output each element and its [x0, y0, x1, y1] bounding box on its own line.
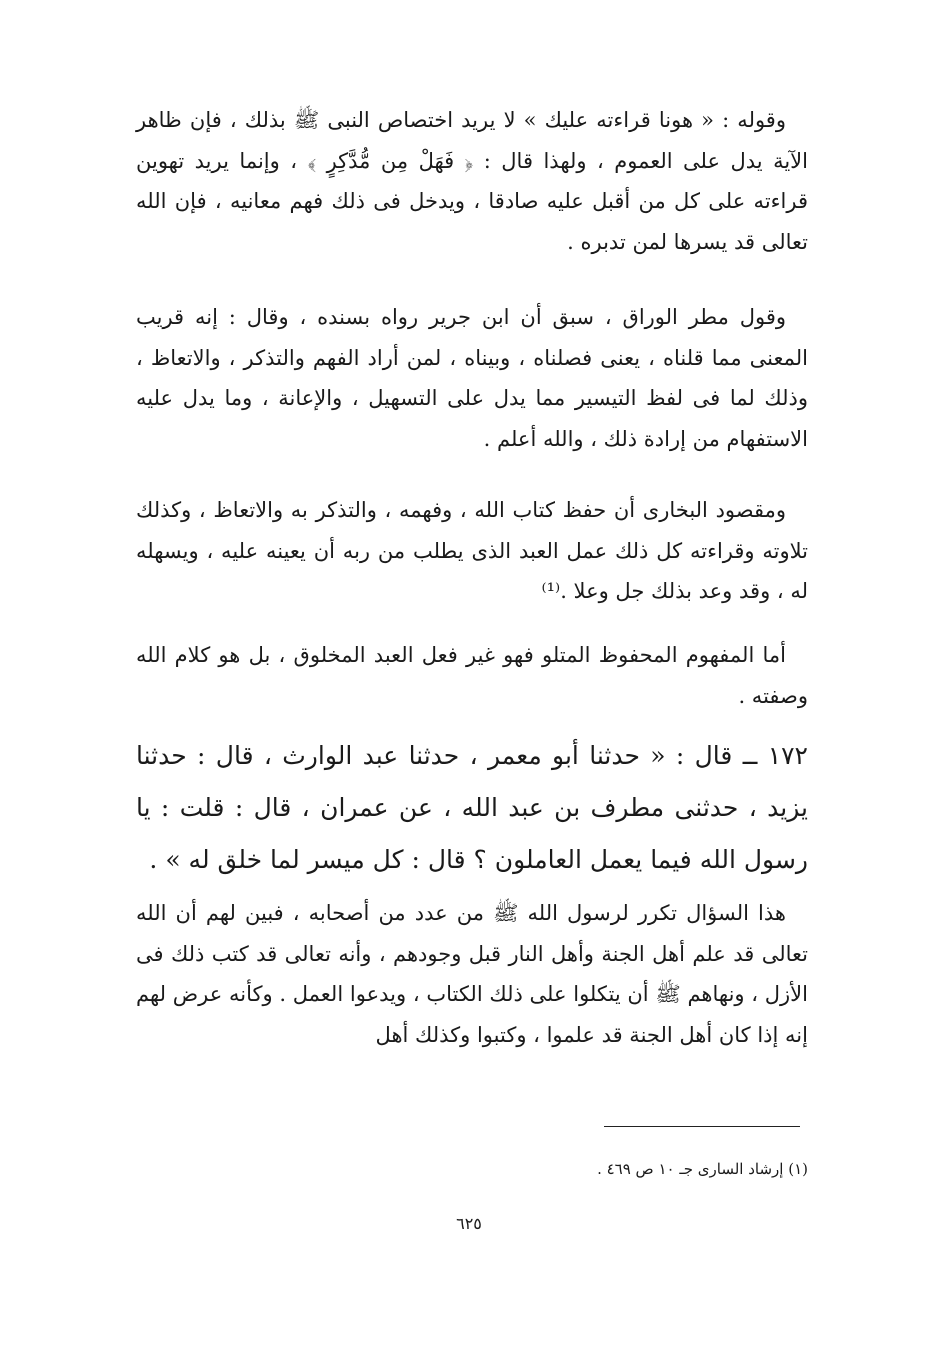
page-number: ٦٢٥ — [456, 1214, 482, 1233]
paragraph-text — [136, 635, 808, 716]
paragraph-quran-ease — [136, 100, 808, 262]
footnote-divider — [604, 1126, 800, 1127]
paragraph-4-text: أما المفهوم المحفوظ المتلو فهو غير فعل العبد المخلوق ، بل هو كلام الله وصفته . — [136, 643, 808, 708]
paragraph-2-text: وقول مطر الوراق ، سبق أن ابن جرير رواه بسنده ، وقال : إنه قريب المعنى مما قلناه ، يعنى فصلناه ، وبيناه ، لمن أراد الفهم والتذكر ، والاتعاظ ، وذلك لما فى لفظ التيسير مما يدل على التسهيل ، والإعانة ، وما يدل عليه الاستفهام من إرادة ذلك ، والله أعلم . — [136, 305, 808, 451]
hadith-text-block — [136, 730, 808, 886]
paragraph-bukhari-intent — [136, 490, 808, 612]
paragraph-matar-alwarraq — [136, 297, 808, 459]
commentary-text: هذا السؤال تكرر لرسول الله ﷺ من عدد من أصحابه ، فبين لهم أن الله تعالى قد علم أهل الجنة وأهل النار قبل وجودهم ، وأنه تعالى قد كتب ذلك فى الأزل ، ونهاهم ﷺ أن يتكلوا على ذلك الكتاب ، ويدعوا العمل . وكأنه عرض لهم إنه إذا كان أهل الجنة قد علموا ، وكتبوا وكذلك أهل — [136, 901, 808, 1047]
footnote: (١) إرشاد السارى جـ ١٠ ص ٤٦٩ . — [597, 1160, 808, 1178]
hadith-172 — [136, 730, 808, 886]
paragraph-1-text: وقوله : « هونا قراءته عليك » لا يريد اختصاص النبى ﷺ بذلك ، فإن ظاهر الآية يدل على العموم ، ولهذا قال : ﴿ فَهَلْ مِن مُّدَّكِرٍ ﴾ ، وإنما يريد تهوين قراءته على كل من أقبل عليه صادقا ، ويدخل فى ذلك فهم معانيه ، فإن الله تعالى قد يسرها لمن تدبره . — [136, 108, 808, 254]
paragraph-text — [136, 100, 808, 262]
paragraph-commentary — [136, 893, 808, 1055]
paragraph-word-of-god — [136, 635, 808, 716]
hadith-text: ١٧٢ ــ قال : « حدثنا أبو معمر ، حدثنا عبد الوارث ، قال : حدثنا يزيد ، حدثنى مطرف بن عبد الله ، عن عمران ، قال : قلت : يا رسول الله فيما يعمل العاملون ؟ قال : كل ميسر لما خلق له » . — [136, 741, 808, 874]
paragraph-text — [136, 297, 808, 459]
paragraph-text — [136, 893, 808, 1055]
paragraph-3-text: ومقصود البخارى أن حفظ كتاب الله ، وفهمه ، والتذكر به والاتعاظ ، وكذلك تلاوته وقراءته كل ذلك عمل العبد الذى يطلب من ربه أن يعينه عليه ، ويسهله له ، وقد وعد بذلك جل وعلا .⁽¹⁾ — [136, 498, 808, 603]
paragraph-text — [136, 490, 808, 612]
